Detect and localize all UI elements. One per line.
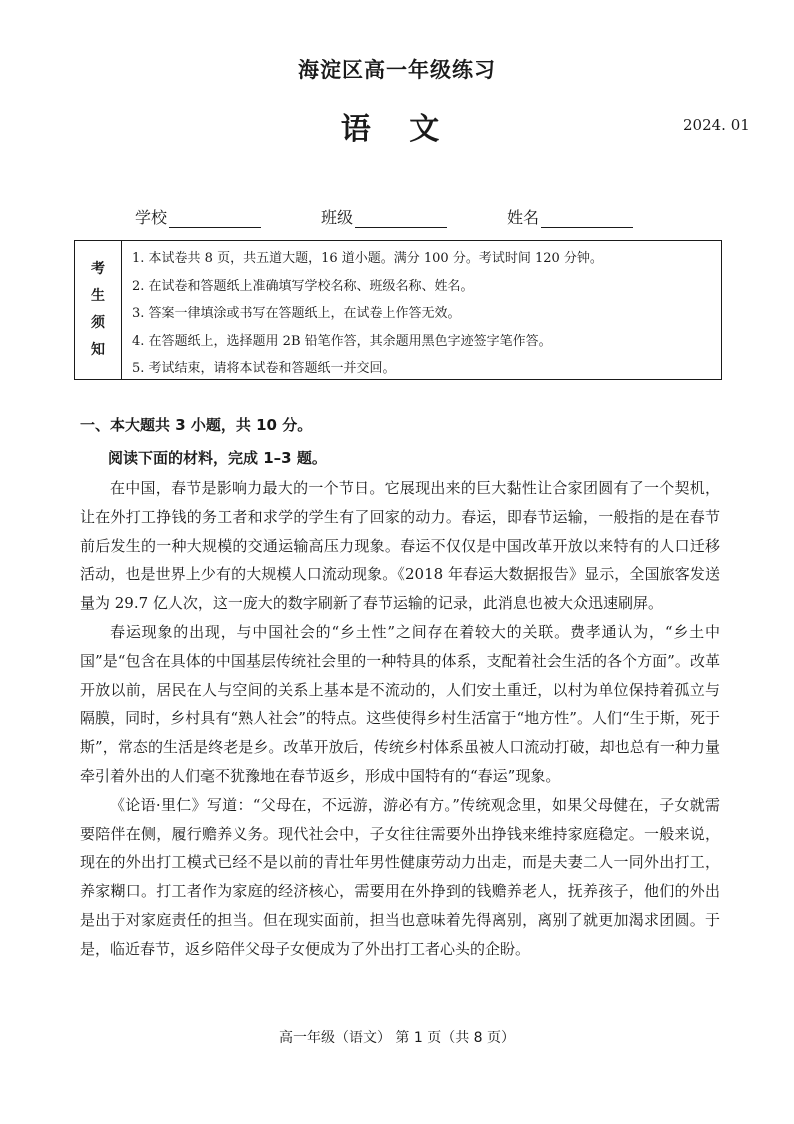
notice-item: 2. 在试卷和答题纸上准确填写学校名称、班级名称、姓名。 [132,278,474,294]
notice-label-char: 知 [91,342,105,358]
notice-item: 4. 在答题纸上，选择题用 2B 铅笔作答，其余题用黑色字迹签字笔作答。 [132,333,552,349]
passage-paragraph: 《论语·里仁》写道：“父母在，不远游，游必有方。”传统观念里，如果父母健在，子女就需要陪伴在侧，履行赡养义务。现代社会中，子女往往需要外出挣钱来维持家庭稳定。一般来说，现在的外出打工模式已经不是以前的青壮年男性健康劳动力出走，而是夫妻二人一同外出打工，养家糊口。打工者作为家庭的经济核心，需要用在外挣到的钱赡养老人，抚养孩子，他们的外出是出于对家庭责任的担当。但在现实面前，担当也意味着先得离别，离别了就更加渴求团圆。于是，临近春节，返乡陪伴父母子女便成为了外出打工者心头的企盼。 [80,795,720,958]
section-heading: 一、本大题共 3 小题，共 10 分。 [80,416,313,434]
reading-instruction: 阅读下面的材料，完成 1–3 题。 [108,449,327,467]
student-info-row [135,205,695,228]
class-label: 班级 [321,208,354,227]
passage-paragraph: 在中国，春节是影响力最大的一个节日。它展现出来的巨大黏性让合家团圆有了一个契机，让在外打工挣钱的务工者和求学的学生有了回家的动力。春运，即春节运输，一般指的是在春节前后发生的一种大规模的交通运输高压力现象。春运不仅仅是中国改革开放以来特有的人口迁移活动，也是世界上少有的大规模人口流动现象。《2018 年春运大数据报告》显示，全国旅客发送量为 29.7 亿人次，这一庞大的数字刷新了春节运输的记录，此消息也被大众迅速刷屏。 [80,479,720,613]
notice-label-char: 须 [91,315,105,331]
subject-title: 语 文 [340,112,454,147]
notice-item: 1. 本试卷共 8 页，共五道大题，16 道小题。满分 100 分。考试时间 120 分钟。 [132,251,603,266]
exam-date: 2024. 01 [683,116,750,134]
class-blank-line[interactable] [355,209,447,228]
passage-paragraph: 春运现象的出现，与中国社会的“乡土性”之间存在着较大的关联。费孝通认为，“乡土中国”是“包含在具体的中国基层传统社会里的一种特具的体系，支配着社会生活的各个方面”。改革开放以前，居民在人与空间的关系上基本是不流动的，人们安土重迁，以村为单位保持着孤立与隔膜，同时，乡村具有“熟人社会”的特点。这些使得乡村生活富于“地方性”。人们“生于斯，死于斯”，常态的生活是终老是乡。改革开放后，传统乡村体系虽被人口流动打破，却也总有一种力量牵引着外出的人们毫不犹豫地在春节返乡，形成中国特有的“春运”现象。 [80,622,720,785]
notice-list [122,241,721,379]
page-footer: 高一年级（语文） 第 1 页（共 8 页） [278,1030,516,1046]
notice-item: 5. 考试结束，请将本试卷和答题纸一并交回。 [132,361,396,376]
class-field[interactable] [321,205,447,228]
reading-passage [80,474,720,964]
school-blank-line[interactable] [169,209,261,228]
school-field[interactable] [135,205,261,228]
name-blank-line[interactable] [541,209,633,228]
name-field[interactable] [507,205,633,228]
notice-item: 3. 答案一律填涂或书写在答题纸上，在试卷上作答无效。 [132,306,461,321]
notice-label-char: 生 [91,288,105,304]
notice-label-char: 考 [91,261,105,277]
exam-title: 海淀区高一年级练习 [298,57,496,82]
notice-label [75,241,122,379]
school-label: 学校 [135,208,168,227]
exam-notice-box [74,240,722,380]
name-label: 姓名 [507,208,540,227]
